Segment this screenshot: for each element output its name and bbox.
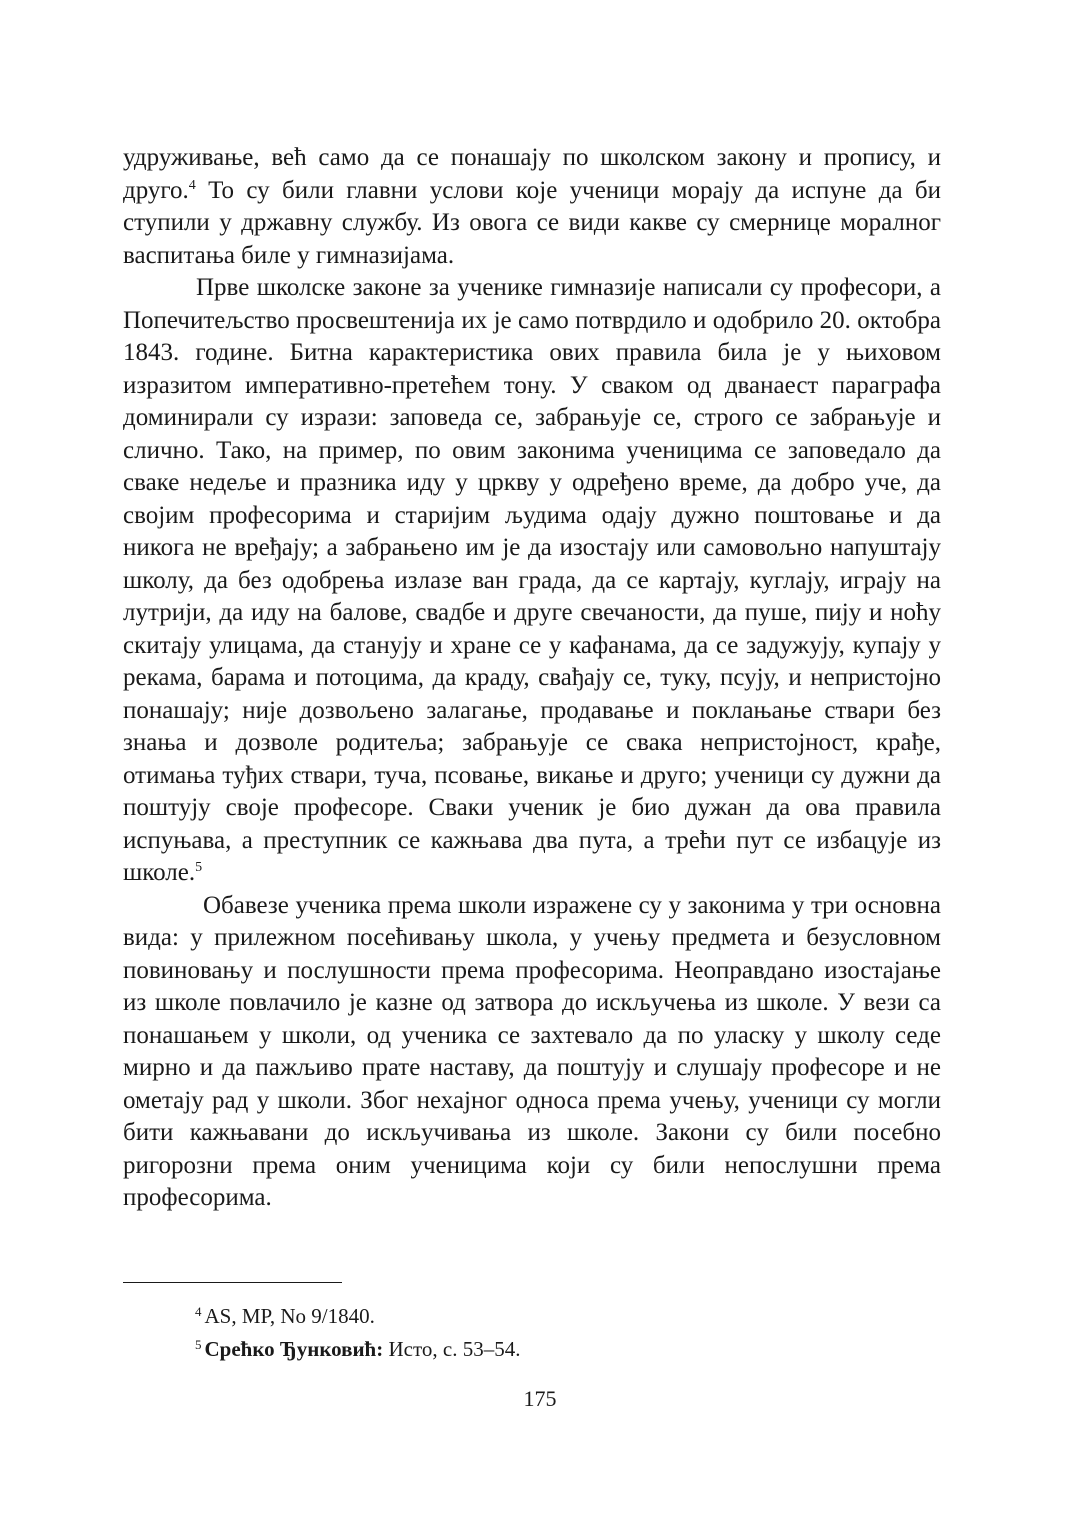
footnote-5-number: 5 xyxy=(195,1337,202,1352)
footnote-4-text: AS, MP, No 9/1840. xyxy=(204,1304,375,1328)
footnote-4-number: 4 xyxy=(195,1304,202,1319)
paragraph-2 xyxy=(123,272,941,890)
paragraph-1-text-b: То су били главни услови које ученици морају да испуне да би ступили у државну службу. Из овога се види какве су смернице моралног васпитања биле у гимназијама. xyxy=(123,176,941,269)
footnotes xyxy=(195,1300,940,1366)
body-text xyxy=(123,142,941,1215)
footnote-reference-5[interactable]: 5 xyxy=(195,860,203,875)
footnote-reference-4[interactable]: 4 xyxy=(188,177,196,193)
paragraph-1 xyxy=(123,142,941,272)
footnote-5 xyxy=(195,1333,940,1366)
footnote-5-text: Исто, с. 53–54. xyxy=(383,1337,521,1361)
footnote-separator xyxy=(123,1282,342,1283)
footnote-5-author: Срећко Ђунковић: xyxy=(204,1337,384,1361)
paragraph-3 xyxy=(123,890,941,1215)
footnote-4 xyxy=(195,1300,940,1333)
paragraph-1-text-a: удруживање, већ само да се понашају по школском закону и пропису, и друго. xyxy=(123,144,941,204)
paragraph-3-text: Обавезе ученика према школи изражене су у законима у три основна вида: у прилежном посећивању школа, у учењу предмета и безусловном повиновању и послушности према професорима. Неоправдано изостајање из школе повлачило је казне од затвора до искључења из школе. У вези са понашањем у школи, од ученика се захтевало да по уласку у школу седе мирно и да пажљиво прате наставу, да поштују и слушају професоре и не ометају рад у школи. Због нехајног односа према учењу, ученици су могли бити кажњавани до искључивања из школе. Закони су били посебно ригорозни према оним ученицима који су били непослушни према професорима. xyxy=(123,891,941,1211)
page-number: 175 xyxy=(523,1386,557,1411)
paragraph-2-text: Прве школске законе за ученике гимназије написали су професори, а Попечитељство просвештенија их је само потврдило и одобрило 20. октобра 1843. године. Битна карактеристика ових правила била је у њиховом изразитом императивно-претећем тону. У сваком од дванаест параграфа доминирали су изрази: заповеда се, забрањује се, строго се забрањује и слично. Тако, на пример, по овим законима ученицима се заповедало да сваке недеље и празника иду у цркву у одређено време, да добро уче, да својим професорима и старијим људима одају дужно поштовање и да никога не вређају; а забрањено им је да изостају или самовољно напуштају школу, да без одобрења излазе ван града, да се картају, куглају, играју на лутрији, да иду на балове, свадбе и друге свечаности, да пуше, пију и ноћу скитају улицама, да станују и хране се у кафанама, да се задужују, купају у рекама, барама и потоцима, да краду, свађају се, туку, псују, и непристојно понашају; није дозвољено залагање, продавање и поклањање ствари без знања и дозволе родитеља; забрањује се свака непристојност, крађе, отимања туђих ствари, туча, псовање, викање и друго; ученици су дужни да поштују своје професоре. Сваки ученик је био дужан да ова правила испуњава, а преступник се кажњава два пута, а трећи пут се избацује из школе. xyxy=(123,274,941,886)
